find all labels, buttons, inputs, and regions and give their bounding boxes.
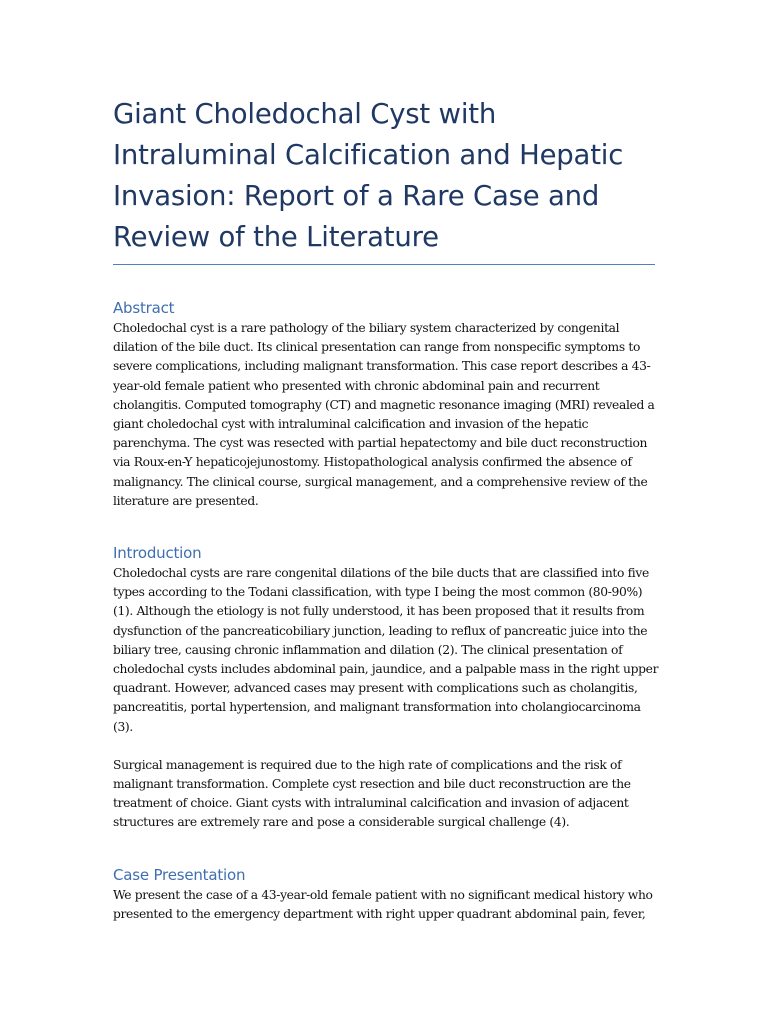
title-line: Intraluminal Calcification and Hepatic [113, 139, 624, 171]
text-line: types according to the Todani classification, with type I being the most common (80-90%) [113, 585, 643, 600]
paragraph [113, 319, 655, 511]
text-line: via Roux-en-Y hepaticojejunostomy. Histopathological analysis confirmed the absence of [113, 455, 632, 470]
text-line: literature are presented. [113, 493, 259, 508]
text-line: choledochal cysts includes abdominal pain, jaundice, and a palpable mass in the right upper [113, 662, 659, 677]
text-line: dysfunction of the pancreaticobiliary junction, leading to reflux of pancreatic juice into the [113, 623, 648, 638]
title-divider [113, 264, 655, 265]
section-abstract [113, 298, 655, 511]
text-line: structures are extremely rare and pose a considerable surgical challenge (4). [113, 815, 570, 830]
text-line: Choledochal cyst is a rare pathology of the biliary system characterized by congenital [113, 321, 620, 335]
text-line: giant choledochal cyst with intraluminal calcification and invasion of the hepatic [113, 417, 589, 432]
text-line: presented to the emergency department with right upper quadrant abdominal pain, fever, [113, 906, 646, 921]
text-line: quadrant. However, advanced cases may present with complications such as cholangitis, [113, 681, 638, 696]
text-line: treatment of choice. Giant cysts with intraluminal calcification and invasion of adjacent [113, 796, 629, 811]
section-heading: Case Presentation [113, 865, 246, 884]
text-line: malignancy. The clinical course, surgical management, and a comprehensive review of the [113, 474, 648, 489]
text-line: year-old female patient who presented with chronic abdominal pain and recurrent [113, 378, 600, 393]
document-page [113, 94, 659, 924]
text-line: malignant transformation. Complete cyst resection and bile duct reconstruction are the [113, 777, 631, 792]
text-line: biliary tree, causing chronic inflammation and dilation (2). The clinical presentation of [113, 642, 623, 657]
text-line: Surgical management is required due to the high rate of complications and the risk of [113, 757, 622, 772]
document-title [113, 94, 655, 258]
text-line: parenchyma. The cyst was resected with partial hepatectomy and bile duct reconstruction [113, 436, 648, 451]
title-line: Review of the Literature [113, 221, 439, 253]
text-line: severe complications, including malignant transformation. This case report describes a 43- [113, 359, 651, 374]
title-line: Giant Choledochal Cyst with [113, 98, 497, 130]
text-line: (3). [113, 719, 133, 734]
section-case-presentation [113, 865, 655, 924]
paragraph [113, 564, 659, 737]
text-line: Choledochal cysts are rare congenital dilations of the bile ducts that are classified into five [113, 566, 649, 581]
title-line: Invasion: Report of a Rare Case and [113, 180, 600, 212]
text-line: cholangitis. Computed tomography (CT) and magnetic resonance imaging (MRI) revealed a [113, 397, 655, 412]
section-heading: Abstract [113, 299, 175, 317]
paragraph [113, 886, 655, 924]
text-line: We present the case of a 43-year-old female patient with no significant medical history who [113, 887, 653, 902]
text-line: (1). Although the etiology is not fully understood, it has been proposed that it results from [113, 604, 645, 619]
section-heading: Introduction [113, 544, 202, 563]
text-line: pancreatitis, portal hypertension, and malignant transformation into cholangiocarcinoma [113, 700, 641, 715]
text-line: dilation of the bile duct. Its clinical presentation can range from nonspecific symptoms to [113, 340, 640, 355]
section-introduction [113, 543, 659, 833]
paragraph [113, 756, 655, 833]
